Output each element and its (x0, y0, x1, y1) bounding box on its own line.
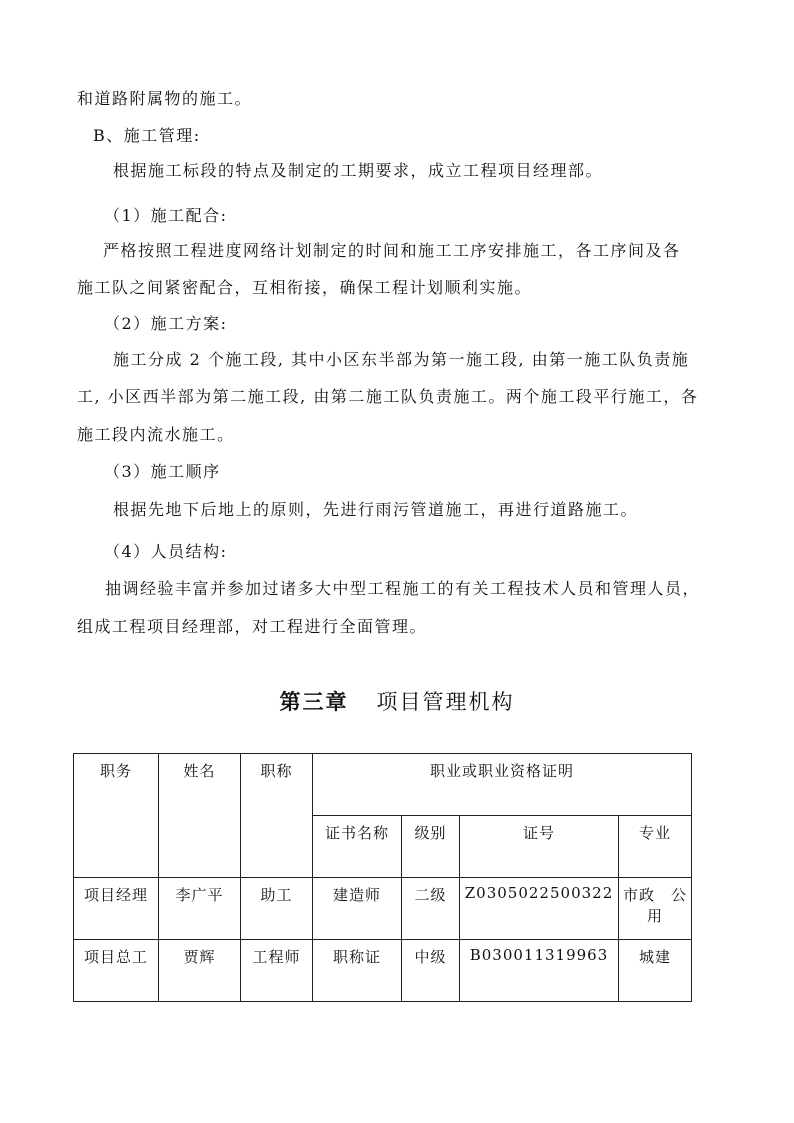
paragraph-text: 根据先地下后地上的原则，先进行雨污管道施工，再进行道路施工。 (113, 500, 639, 519)
chapter-title (0, 686, 794, 716)
paragraph-text: 严格按照工程进度网络计划制定的时间和施工工序安排施工，各工序间及各 (103, 241, 681, 260)
header-name: 姓名 (159, 754, 241, 878)
cell-name: 贾辉 (159, 940, 241, 1002)
cell-title: 工程师 (241, 940, 313, 1002)
header-cert-no: 证号 (460, 816, 619, 878)
paragraph-text: 工, 小区西半部为第二施工段, 由第二施工队负责施工。两个施工段平行施工，各 (77, 387, 699, 406)
chapter-number: 第三章 (279, 689, 349, 714)
paragraph-text: 施工队之间紧密配合，互相衔接，确保工程计划顺利实施。 (77, 278, 533, 297)
cell-title: 助工 (241, 878, 313, 940)
cell-position: 项目经理 (74, 878, 159, 940)
subsection-heading: （2）施工方案: (104, 314, 228, 333)
table-row (74, 878, 692, 940)
paragraph-text: 施工分成 2 个施工段, 其中小区东半部为第一施工段, 由第一施工队负责施 (113, 350, 690, 369)
header-specialty: 专业 (619, 816, 692, 878)
header-title: 职称 (241, 754, 313, 878)
cell-specialty: 市政 公用 (619, 878, 692, 940)
subsection-heading: （4）人员结构: (104, 542, 228, 561)
paragraph-text: 抽调经验丰富并参加过诸多大中型工程施工的有关工程技术人员和管理人员， (105, 579, 701, 598)
table-row (74, 940, 692, 1002)
chapter-name: 项目管理机构 (376, 690, 515, 714)
paragraph-text: 和道路附属物的施工。 (77, 89, 253, 108)
subsection-heading: （1）施工配合: (104, 206, 228, 225)
cell-cert-no: B030011319963 (460, 940, 619, 1002)
paragraph-text: 组成工程项目经理部，对工程进行全面管理。 (77, 617, 428, 636)
cell-name: 李广平 (159, 878, 241, 940)
header-cert-name: 证书名称 (313, 816, 402, 878)
header-qualification: 职业或职业资格证明 (313, 754, 692, 816)
cell-cert-name: 建造师 (313, 878, 402, 940)
cell-cert-no: Z0305022500322 (460, 878, 619, 940)
paragraph-text: 根据施工标段的特点及制定的工期要求，成立工程项目经理部。 (113, 161, 604, 180)
staff-table (73, 753, 692, 1002)
section-heading: B、施工管理: (93, 126, 201, 145)
cell-position: 项目总工 (74, 940, 159, 1002)
cell-cert-name: 职称证 (313, 940, 402, 1002)
header-level: 级别 (402, 816, 460, 878)
subsection-heading: （3）施工顺序 (104, 462, 221, 481)
header-position: 职务 (74, 754, 159, 878)
cell-level: 中级 (402, 940, 460, 1002)
cell-level: 二级 (402, 878, 460, 940)
table-header-row (74, 754, 692, 816)
paragraph-text: 施工段内流水施工。 (77, 425, 235, 444)
cell-specialty: 城建 (619, 940, 692, 1002)
